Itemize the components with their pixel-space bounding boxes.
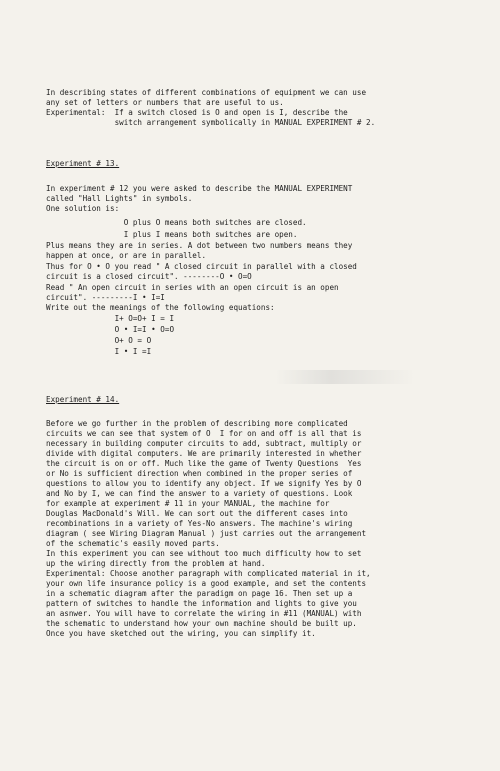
text-line: divide with digital computers. We are primarily interested in whether xyxy=(46,449,362,458)
text-line: happen at once, or are in parallel. xyxy=(46,251,207,260)
text-line: Write out the meanings of the following equations: xyxy=(46,303,275,312)
text-line: of the schematic's easily moved parts. xyxy=(46,539,220,548)
text-line: up the wiring directly from the problem at hand. xyxy=(46,559,266,568)
text-line: recombinations in a variety of Yes-No answers. The machine's wiring xyxy=(46,519,353,528)
text-line: In this experiment you can see without too much difficulty how to set xyxy=(46,549,362,558)
text-line: Once you have sketched out the wiring, you can simplify it. xyxy=(46,629,316,638)
equation-line: I • I =I xyxy=(46,347,152,356)
text-line: an asnwer. You will have to correlate the wiring in #11 (MANUAL) with xyxy=(46,609,362,618)
text-line: questions to allow you to identify any object. If we signify Yes by O xyxy=(46,479,362,488)
text-line: or No is sufficient direction when combined in the proper series of xyxy=(46,469,353,478)
section-heading: Experiment # 14. xyxy=(46,395,120,404)
text-line: In experiment # 12 you were asked to describe the MANUAL EXPERIMENT xyxy=(46,184,353,193)
text-line: Experimental: Choose another paragraph with complicated material in it, xyxy=(46,569,371,578)
text-line: in a schematic diagram after the paradigm on page 16. Then set up a xyxy=(46,589,353,598)
text-line: Thus for O • O you read " A closed circuit in parallel with a closed xyxy=(46,262,357,271)
text-line: Read " An open circuit in series with an open circuit is an open xyxy=(46,283,339,292)
text-line: and No by I, we can find the answer to a variety of questions. Look xyxy=(46,489,353,498)
section-heading: Experiment # 13. xyxy=(46,159,120,168)
equation-line: O • I=I • O=O xyxy=(46,325,175,334)
equation-line: I+ O=O+ I = I xyxy=(46,314,175,323)
text-line: I plus I means both switches are open. xyxy=(46,230,298,239)
page-smudge xyxy=(275,370,415,384)
text-line: switch arrangement symbolically in MANUAL EXPERIMENT # 2. xyxy=(46,118,376,127)
text-line: One solution is: xyxy=(46,204,120,213)
text-line: diagram ( see Wiring Diagram Manual ) just carries out the arrangement xyxy=(46,529,367,538)
text-line: Before we go further in the problem of describing more complicated xyxy=(46,419,348,428)
text-line: circuit is a closed circuit". --------O • O=O xyxy=(46,272,252,281)
text-line: called "Hall Lights" in symbols. xyxy=(46,194,193,203)
text-line: Douglas MacDonald's Will. We can sort out the different cases into xyxy=(46,509,348,518)
text-line: the schematic to understand how your own machine should be built up. xyxy=(46,619,357,628)
text-line: any set of letters or numbers that are useful to us. xyxy=(46,98,284,107)
text-line: the circuit is on or off. Much like the game of Twenty Questions Yes xyxy=(46,459,362,468)
text-line: In describing states of different combinations of equipment we can use xyxy=(46,88,367,97)
text-line: circuits we can see that system of O I for on and off is all that is xyxy=(46,429,362,438)
text-line: pattern of switches to handle the information and lights to give you xyxy=(46,599,357,608)
text-line: necessary in building computer circuits to add, subtract, multiply or xyxy=(46,439,362,448)
text-line: Plus means they are in series. A dot between two numbers means they xyxy=(46,241,353,250)
text-line: Experimental: If a switch closed is O and open is I, describe the xyxy=(46,108,348,117)
text-line: for example at experiment # 11 in your MANUAL, the machine for xyxy=(46,499,330,508)
text-line: O plus O means both switches are closed. xyxy=(46,218,307,227)
equation-line: O+ O = O xyxy=(46,336,152,345)
text-line: your own life insurance policy is a good example, and set the contents xyxy=(46,579,367,588)
text-line: circuit". ---------I • I=I xyxy=(46,293,165,302)
